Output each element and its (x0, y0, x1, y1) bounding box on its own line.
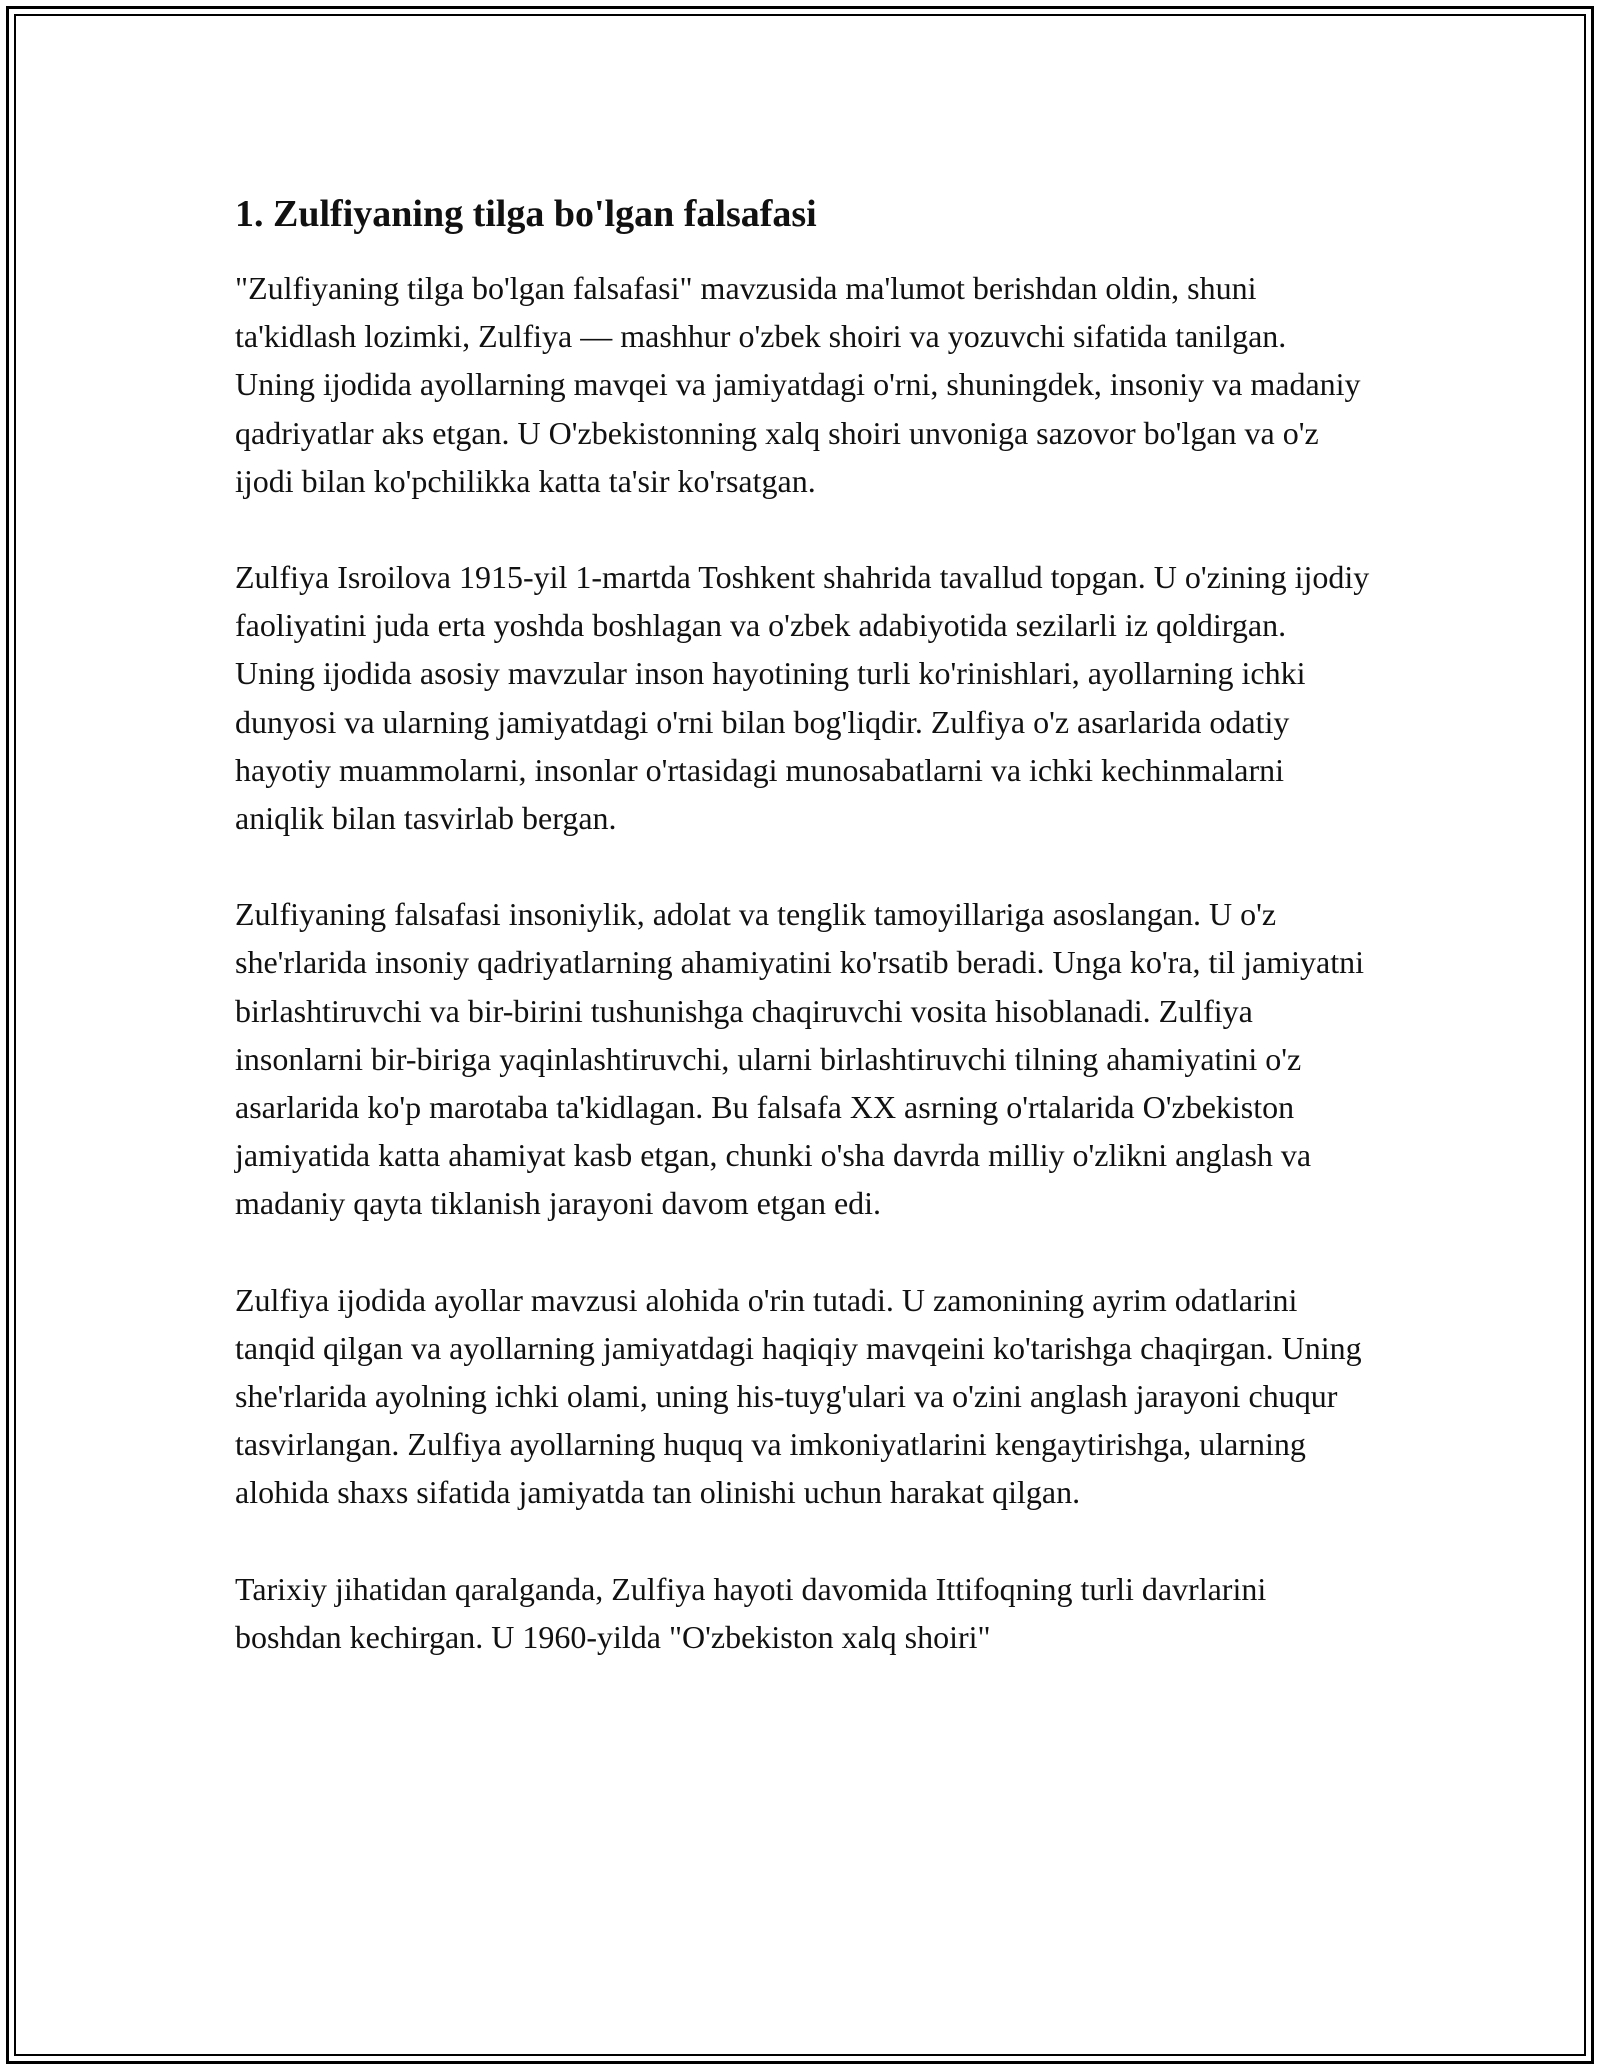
paragraph-5: Tarixiy jihatidan qaralganda, Zulfiya hayoti davomida Ittifoqning turli davrlarini boshdan kechirgan. U 1960-yilda "O'zbekiston xalq shoiri" (235, 1570, 1267, 1655)
section-heading: 1. Zulfiyaning tilga bo'lgan falsafasi (235, 193, 817, 235)
paragraph-4: Zulfiya ijodida ayollar mavzusi alohida o'rin tutadi. U zamonining ayrim odatlarini tanqid qilgan va ayollarning jamiyatdagi haqiqiy mavqeini ko'tarishga chaqirgan. Uning she'rlarida ayolning ichki olami, uning his-tuyg'ulari va o'zini anglash jarayoni chuqur tasvirlangan. Zulfiya ayollarning huquq va imkoniyatlarini kengaytirishga, ularning alohida shaxs sifatida jamiyatda tan olinishi uchun harakat qilgan. (235, 1281, 1362, 1511)
paragraph-2: Zulfiya Isroilova 1915-yil 1-martda Toshkent shahrida tavallud topgan. U o'zining ijodiy faoliyatini juda erta yoshda boshlagan va o'zbek adabiyotida sezilarli iz qoldirgan. Uning ijodida asosiy mavzular inson hayotining turli ko'rinishlari, ayollarning ichki dunyosi va ularning jamiyatdagi o'rni bilan bog'liqdir. Zulfiya o'z asarlarida odatiy hayotiy muammolarni, insonlar o'rtasidagi munosabatlarni va ichki kechinmalarni aniqlik bilan tasvirlab bergan. (235, 559, 1370, 837)
paragraph-3: Zulfiyaning falsafasi insoniylik, adolat va tenglik tamoyillariga asoslangan. U o'z she'rlarida insoniy qadriyatlarning ahamiyatini ko'rsatib beradi. Unga ko'ra, til jamiyatni birlashtiruvchi va bir-birini tushunishga chaqiruvchi vosita hisoblanadi. Zulfiya insonlarni bir-biriga yaqinlashtiruvchi, ularni birlashtiruvchi tilning ahamiyatini o'z asarlarida ko'p marotaba ta'kidlagan. Bu falsafa XX asrning o'rtalarida O'zbekiston jamiyatida katta ahamiyat kasb etgan, chunki o'sha davrda milliy o'zlikni anglash va madaniy qayta tiklanish jarayoni davom etgan edi. (235, 896, 1364, 1222)
paragraph-1: "Zulfiyaning tilga bo'lgan falsafasi" mavzusida ma'lumot berishdan oldin, shuni ta'kidlash lozimki, Zulfiya — mashhur o'zbek shoiri va yozuvchi sifatida tanilgan. Uning ijodida ayollarning mavqei va jamiyatdagi o'rni, shuningdek, insoniy va madaniy qadriyatlar aks etgan. U O'zbekistonning xalq shoiri unvoniga sazovor bo'lgan va o'z ijodi bilan ko'pchilikka katta ta'sir ko'rsatgan. (235, 270, 1361, 499)
document-body (235, 190, 1370, 1709)
